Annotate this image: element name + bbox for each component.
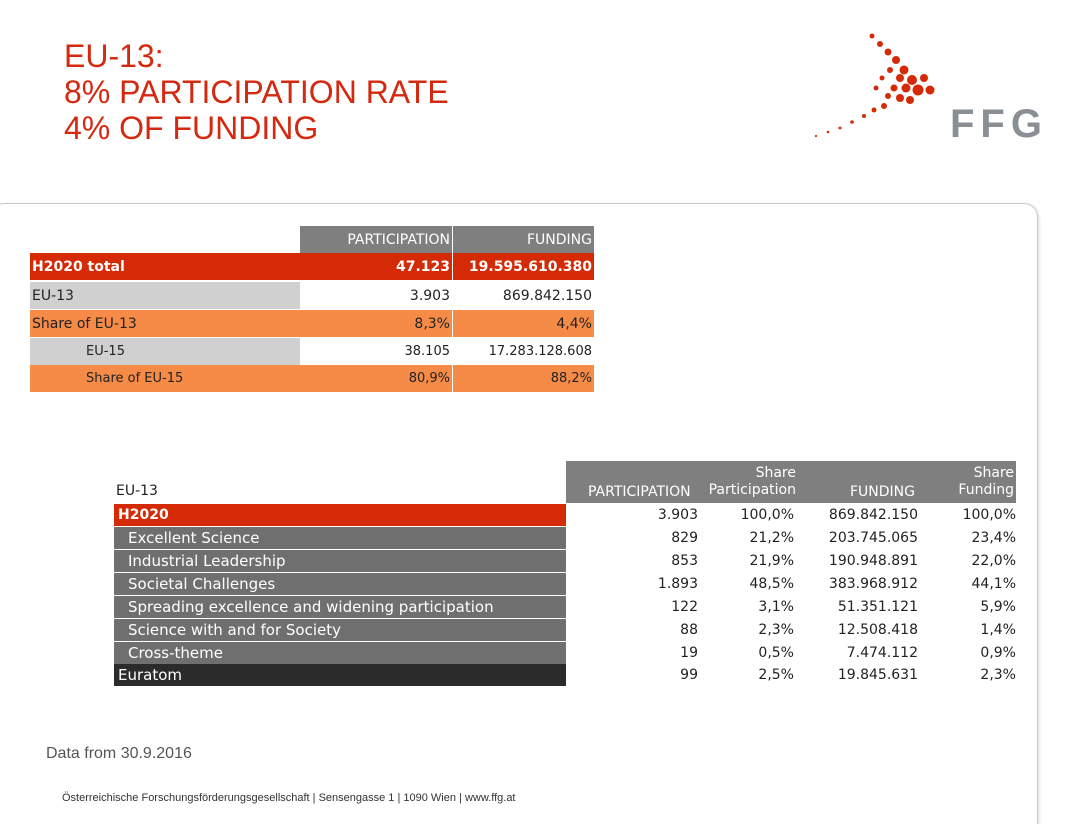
table-row: Euratom 99 2,5% 19.845.631 2,3% [114, 664, 1016, 686]
header-participation: PARTICIPATION [588, 484, 691, 500]
table-row: Share of EU-15 80,9% 88,2% [30, 365, 594, 392]
table-row: Share of EU-13 8,3% 4,4% [30, 310, 594, 337]
header-share-participation: Share Participation [708, 465, 796, 498]
table-row: Science with and for Society 88 2,3% 12.508.418 1,4% [114, 619, 1016, 641]
header-funding: FUNDING [850, 484, 916, 500]
table-row: Cross-theme 19 0,5% 7.474.112 0,9% [114, 642, 1016, 664]
table-row: H2020 total 47.123 19.595.610.380 [30, 253, 594, 280]
title-line-1: EU-13: [64, 38, 164, 74]
ffg-logo-text: FFG [950, 102, 1048, 146]
data-date-note: Data from 30.9.2016 [46, 745, 192, 762]
header-participation: PARTICIPATION [300, 226, 452, 253]
header-share-funding: Share Funding [958, 465, 1014, 498]
table-row: Societal Challenges 1.893 48,5% 383.968.912 44,1% [114, 573, 1016, 595]
summary-table-header [30, 226, 594, 253]
table-row: Industrial Leadership 853 21,9% 190.948.891 22,0% [114, 550, 1016, 572]
table-row: Spreading excellence and widening participation 122 3,1% 51.351.121 5,9% [114, 596, 1016, 618]
title-line-3: 4% OF FUNDING [64, 110, 319, 146]
table-row: EU-13 3.903 869.842.150 [30, 282, 594, 309]
eu13-table-label: EU-13 [116, 483, 158, 499]
page-title [64, 38, 449, 146]
table-row: Excellent Science 829 21,2% 203.745.065 23,4% [114, 527, 1016, 549]
header-funding: FUNDING [453, 226, 594, 253]
title-line-2: 8% PARTICIPATION RATE [64, 74, 449, 110]
footer-address: Österreichische Forschungsförderungsgesellschaft | Sensengasse 1 | 1090 Wien | www.ffg.at [62, 792, 516, 804]
table-row: EU-15 38.105 17.283.128.608 [30, 338, 594, 365]
table-row: H2020 3.903 100,0% 869.842.150 100,0% [114, 504, 1016, 526]
